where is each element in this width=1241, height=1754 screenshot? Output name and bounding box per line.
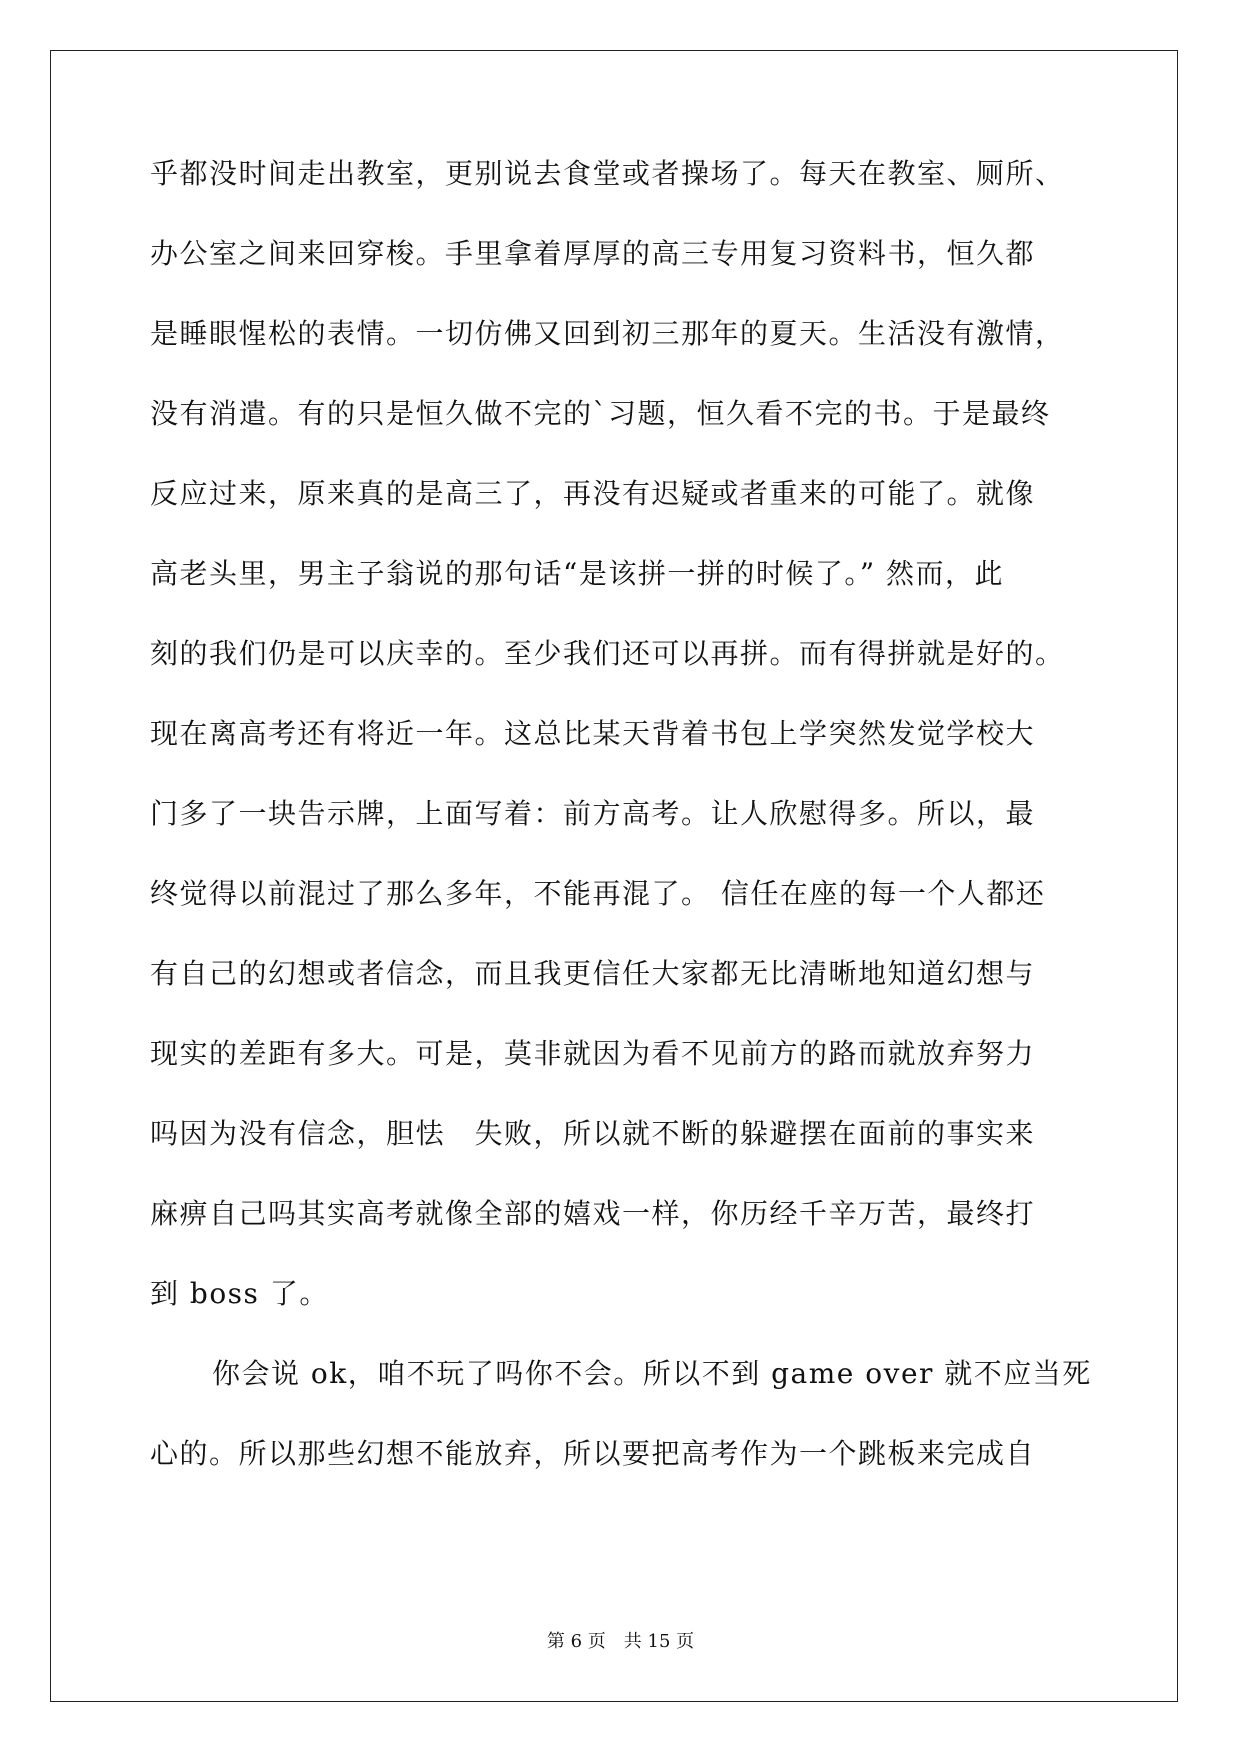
text-line: 吗因为没有信念，胆怯 失败，所以就不断的躲避摆在面前的事实来 bbox=[150, 1117, 1036, 1150]
text-line: 现在离高考还有将近一年。这总比某天背着书包上学突然发觉学校大 bbox=[150, 717, 1036, 750]
text-line: 麻痹自己吗其实高考就像全部的嬉戏一样，你历经千辛万苦，最终打 bbox=[150, 1197, 1036, 1230]
text-line: 没有消遣。有的只是恒久做不完的`习题，恒久看不完的书。于是最终 bbox=[150, 397, 1051, 430]
text-line: 高老头里，男主子翁说的那句话“是该拼一拼的时候了。” 然而，此 bbox=[150, 557, 1005, 590]
text-line: 门多了一块告示牌，上面写着：前方高考。让人欣慰得多。所以，最 bbox=[150, 797, 1036, 830]
text-line: 现实的差距有多大。可是，莫非就因为看不见前方的路而就放弃努力 bbox=[150, 1037, 1036, 1070]
document-body bbox=[150, 154, 1090, 1514]
page-total: 共 15 页 bbox=[623, 1631, 695, 1652]
page-footer bbox=[0, 1630, 1241, 1654]
text-line: 反应过来，原来真的是高三了，再没有迟疑或者重来的可能了。就像 bbox=[150, 477, 1036, 510]
text-line: 到 boss 了。 bbox=[150, 1277, 329, 1310]
text-line: 心的。所以那些幻想不能放弃，所以要把高考作为一个跳板来完成自 bbox=[150, 1437, 1036, 1470]
text-line: 办公室之间来回穿梭。手里拿着厚厚的高三专用复习资料书，恒久都 bbox=[150, 237, 1036, 270]
text-line: 乎都没时间走出教室，更别说去食堂或者操场了。每天在教室、厕所、 bbox=[150, 157, 1065, 190]
text-line: 终觉得以前混过了那么多年，不能再混了。 信任在座的每一个人都还 bbox=[150, 877, 1046, 910]
text-line: 是睡眼惺松的表情。一切仿佛又回到初三那年的夏天。生活没有激情， bbox=[150, 317, 1065, 350]
paragraph-first-line: 你会说 ok，咱不玩了吗你不会。所以不到 game over 就不应当死 bbox=[212, 1357, 1092, 1390]
page-number: 第 6 页 bbox=[546, 1631, 606, 1652]
text-line: 有自己的幻想或者信念，而且我更信任大家都无比清晰地知道幻想与 bbox=[150, 957, 1036, 990]
text-line: 刻的我们仍是可以庆幸的。至少我们还可以再拼。而有得拼就是好的。 bbox=[150, 637, 1065, 670]
